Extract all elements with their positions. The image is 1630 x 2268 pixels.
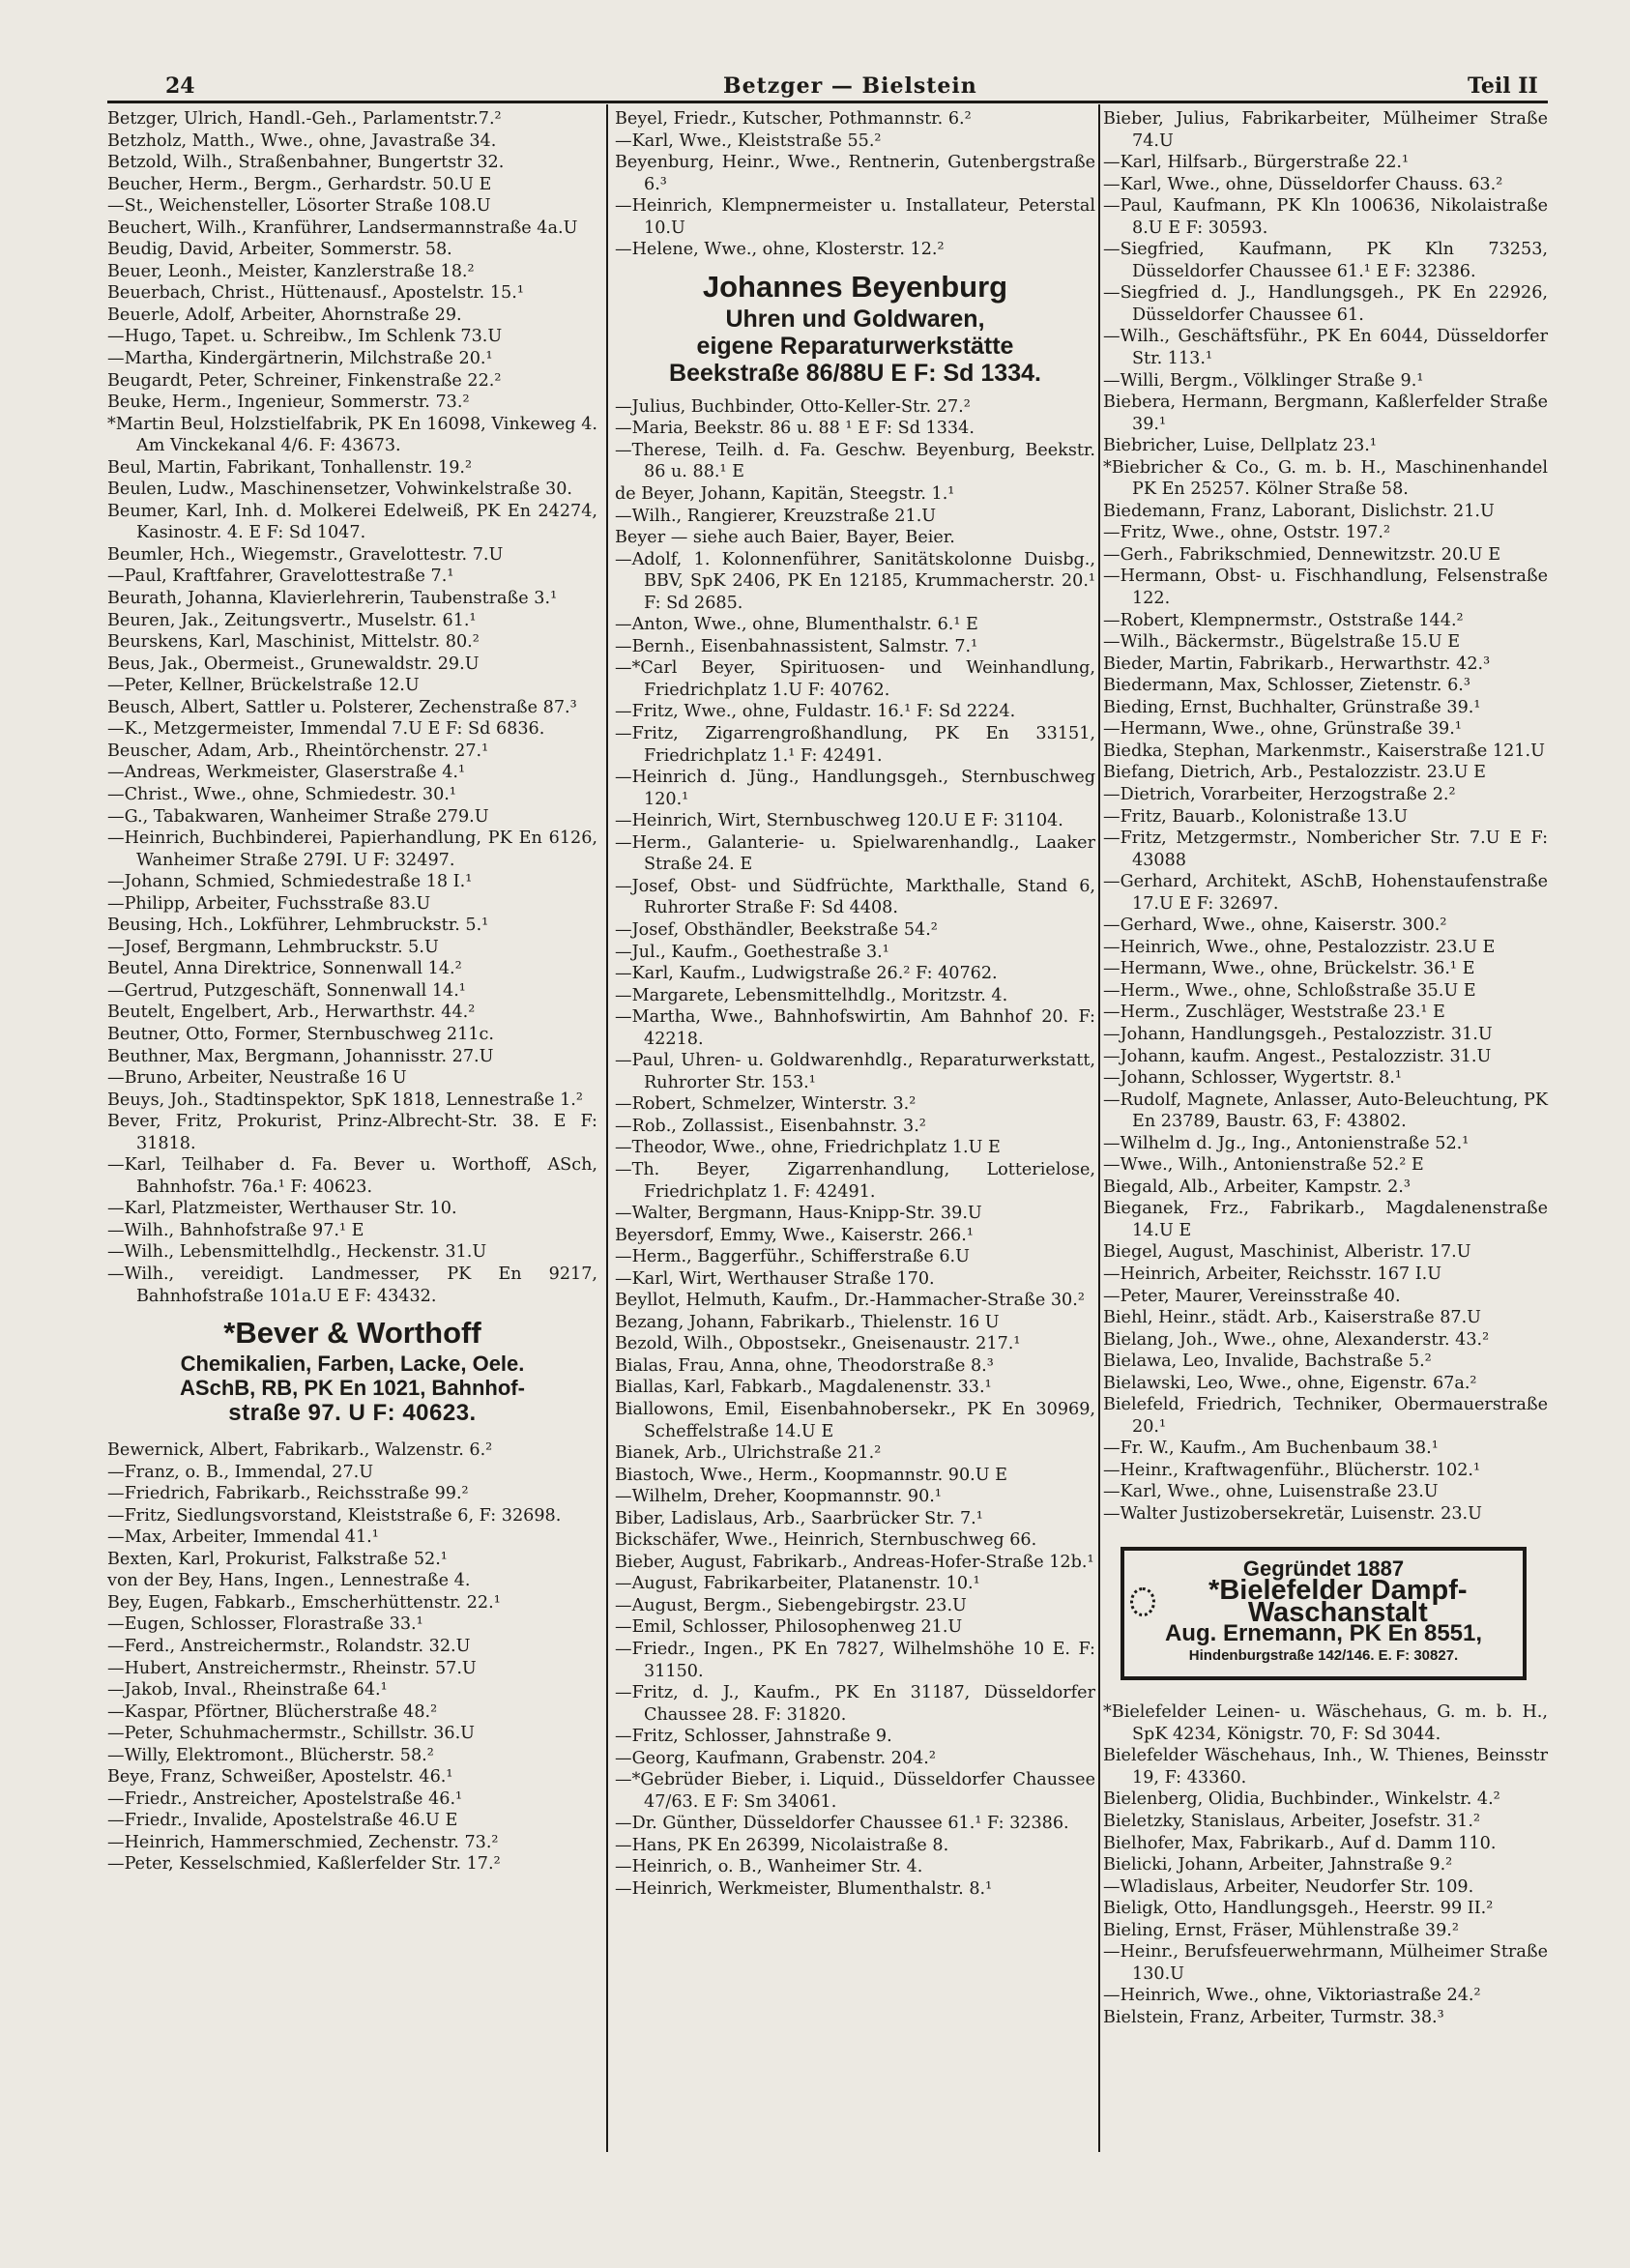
directory-entry: —Peter, Maurer, Vereinsstraße 40.	[1103, 1286, 1401, 1306]
directory-entry: Biegald, Alb., Arbeiter, Kampstr. 2.³	[1103, 1177, 1411, 1197]
directory-entry: —Fritz, Zigarrengroßhandlung, PK En 33151, Friedrichplatz 1.¹ F: 42491.	[615, 724, 1095, 766]
directory-entry: Beuys, Joh., Stadtinspektor, SpK 1818, Lennestraße 1.²	[107, 1090, 583, 1110]
directory-entry: —Karl, Platzmeister, Werthauser Str. 10.	[107, 1199, 457, 1219]
directory-entry: Biehl, Heinr., städt. Arb., Kaiserstraße 87.U	[1103, 1308, 1482, 1328]
directory-entry: —Max, Arbeiter, Immendal 41.¹	[107, 1527, 379, 1548]
directory-entry: —Walter Justizobersekretär, Luisenstr. 23.U	[1103, 1504, 1482, 1524]
directory-entry: —Peter, Kesselschmied, Kaßlerfelder Str. 17.²	[107, 1854, 501, 1875]
directory-entry: —Wilh., Bäckermstr., Bügelstraße 15.U E	[1103, 632, 1461, 653]
directory-entry: —Wilhelm, Dreher, Koopmannstr. 90.¹	[615, 1487, 942, 1507]
ad-company-name: *Bielefelder Dampf-Waschanstalt	[1208, 1575, 1468, 1628]
directory-entry: —Heinr., Kraftwagenführ., Blücherstr. 102.¹	[1103, 1460, 1481, 1480]
directory-entry: —Anton, Wwe., ohne, Blumenthalstr. 6.¹ E	[615, 615, 978, 635]
directory-entry: Bieligk, Otto, Handlungsgeh., Heerstr. 99 II.²	[1103, 1899, 1494, 1919]
directory-entry: —Siegfried d. J., Handlungsgeh., PK En 22926, Düsseldorfer Chaussee 61.	[1103, 283, 1548, 325]
directory-entry: —Johann, Schlosser, Wygertstr. 8.¹	[1103, 1068, 1402, 1089]
directory-entry: Beutelt, Engelbert, Arb., Herwarthstr. 44.²	[107, 1003, 476, 1023]
directory-entry: —August, Bergm., Siebengebirgstr. 23.U	[615, 1595, 967, 1615]
directory-entry: —Georg, Kaufmann, Grabenstr. 204.²	[615, 1748, 936, 1768]
directory-entry: Biber, Ladislaus, Arb., Saarbrücker Str. 7.¹	[615, 1508, 983, 1528]
directory-entry: Beyersdorf, Emmy, Wwe., Kaiserstr. 266.¹	[615, 1225, 974, 1245]
directory-entry: —Josef, Obsthändler, Beekstraße 54.²	[615, 919, 938, 940]
directory-entry: —Helene, Wwe., ohne, Klosterstr. 12.²	[615, 240, 945, 260]
directory-entry: —Karl, Wirt, Werthauser Straße 170.	[615, 1268, 935, 1289]
directory-entry: Betzholz, Matth., Wwe., ohne, Javastraße 34.	[107, 131, 497, 151]
advertisement-bever-worthoff	[107, 1315, 597, 1426]
column-1	[107, 108, 597, 1875]
ad-line: Beekstraße 86/88U E F: Sd 1334.	[669, 359, 1041, 387]
directory-entry: Bieder, Martin, Fabrikarb., Herwarthstr. 42.³	[1103, 654, 1491, 674]
directory-entry: —Fritz, Metzgermstr., Nombericher Str. 7.U E F: 43088	[1103, 829, 1548, 870]
directory-entry: —Philipp, Arbeiter, Fuchsstraße 83.U	[107, 893, 431, 914]
directory-entry: —Rudolf, Magnete, Anlasser, Auto-Beleuchtung, PK En 23789, Baustr. 63, F: 43802.	[1103, 1090, 1548, 1132]
directory-entry: —Fritz, Schlosser, Jahnstraße 9.	[615, 1727, 892, 1747]
directory-entry: Bieletzky, Stanislaus, Arbeiter, Josefstr. 31.²	[1103, 1812, 1481, 1832]
directory-entry: —Gerhard, Wwe., ohne, Kaiserstr. 300.²	[1103, 916, 1447, 936]
directory-entry: —Friedrich, Fabrikarb., Reichsstraße 99.²	[107, 1484, 469, 1504]
directory-entry: —Andreas, Werkmeister, Glaserstraße 4.¹	[107, 763, 466, 783]
directory-entry: Bielawa, Leo, Invalide, Bachstraße 5.²	[1103, 1352, 1432, 1372]
column-divider-1	[606, 104, 608, 2152]
directory-entry: —Jakob, Inval., Rheinstraße 64.¹	[107, 1680, 388, 1701]
directory-entry: —Bernh., Eisenbahnassistent, Salmstr. 7.¹	[615, 636, 978, 656]
entry-list	[615, 396, 1095, 1901]
directory-entry: Bewernick, Albert, Fabrikarb., Walzenstr. 6.²	[107, 1440, 493, 1461]
directory-entry: Biedka, Stephan, Markenmstr., Kaiserstraße 121.U	[1103, 741, 1545, 761]
directory-entry: —Hans, PK En 26399, Nicolaistraße 8.	[615, 1835, 949, 1855]
directory-entry: Bianek, Arb., Ulrichstraße 21.²	[615, 1443, 882, 1464]
page-part-label: Teil II	[1468, 73, 1538, 99]
entry-list	[615, 108, 1095, 261]
directory-entry: Biallas, Karl, Fabkarb., Magdalenenstr. 33.¹	[615, 1378, 992, 1398]
directory-entry: Beusch, Albert, Sattler u. Polsterer, Zechenstraße 87.³	[107, 697, 577, 717]
directory-entry: —Julius, Buchbinder, Otto-Keller-Str. 27.²	[615, 396, 971, 417]
directory-entry: Bielhofer, Max, Fabrikarb., Auf d. Damm 110.	[1103, 1833, 1497, 1853]
directory-entry: —Friedr., Invalide, Apostelstraße 46.U E	[107, 1811, 458, 1831]
column-divider-2	[1098, 104, 1100, 2152]
directory-entry: —Heinrich, Werkmeister, Blumenthalstr. 8.¹	[615, 1879, 993, 1900]
directory-entry: —Hubert, Anstreichermstr., Rheinstr. 57.U	[107, 1658, 477, 1678]
directory-entry: —Martha, Wwe., Bahnhofswirtin, Am Bahnhof 20. F: 42218.	[615, 1007, 1095, 1049]
advertisement-johannes-beyenburg	[615, 269, 1095, 387]
directory-entry: —Heinrich, Wwe., ohne, Viktoriastraße 24.²	[1103, 1986, 1481, 2006]
directory-entry: Beurskens, Karl, Maschinist, Mittelstr. 80.²	[107, 632, 480, 653]
directory-entry: —Dietrich, Vorarbeiter, Herzogstraße 2.²	[1103, 784, 1456, 804]
directory-entry: —Friedr., Ingen., PK En 7827, Wilhelmshöhe 10 E. F: 31150.	[615, 1640, 1095, 1681]
directory-entry: Beye, Franz, Schweißer, Apostelstr. 46.¹	[107, 1767, 453, 1788]
directory-entry: *Biebricher & Co., G. m. b. H., Maschinenhandel PK En 25257. Kölner Straße 58.	[1103, 457, 1548, 500]
directory-entry: —Willi, Bergm., Völklinger Straße 9.¹	[1103, 370, 1424, 391]
directory-entry: Beyenburg, Heinr., Wwe., Rentnerin, Gutenbergstraße 6.³	[615, 153, 1095, 194]
directory-entry: —Heinrich d. Jüng., Handlungsgeh., Sternbuschweg 120.¹	[615, 768, 1095, 809]
directory-entry: —Karl, Wwe., ohne, Luisenstraße 23.U	[1103, 1482, 1439, 1502]
directory-entry: Beuscher, Adam, Arb., Rheintörchenstr. 27.¹	[107, 741, 489, 761]
directory-entry: —Karl, Wwe., Kleiststraße 55.²	[615, 131, 882, 151]
directory-entry: —Wilh., Lebensmittelhdlg., Heckenstr. 31.U	[107, 1242, 487, 1263]
directory-entry: Bialas, Frau, Anna, ohne, Theodorstraße 8.³	[615, 1355, 994, 1376]
directory-entry: —Karl, Kaufm., Ludwigstraße 26.² F: 40762.	[615, 964, 998, 984]
directory-entry: —Herm., Zuschläger, Weststraße 23.¹ E	[1103, 1003, 1445, 1023]
directory-entry: —*Carl Beyer, Spirituosen- und Weinhandlung, Friedrichplatz 1.U F: 40762.	[615, 658, 1095, 700]
directory-entry: Bever, Fritz, Prokurist, Prinz-Albrecht-Str. 38. E F: 31818.	[107, 1112, 597, 1153]
directory-entry: —Heinrich, Arbeiter, Reichsstr. 167 I.U	[1103, 1264, 1442, 1284]
directory-entry: —Gerh., Fabrikschmied, Dennewitzstr. 20.U E	[1103, 544, 1501, 565]
directory-entry: —Gertrud, Putzgeschäft, Sonnenwall 14.¹	[107, 980, 466, 1001]
directory-entry: Beuthner, Max, Bergmann, Johannisstr. 27.U	[107, 1046, 494, 1066]
directory-entry: —Paul, Kaufmann, PK Kln 100636, Nikolaistraße 8.U E F: 30593.	[1103, 196, 1548, 238]
directory-entry: —Karl, Wwe., ohne, Düsseldorfer Chauss. 63.²	[1103, 174, 1503, 194]
directory-entry: Betzold, Wilh., Straßenbahner, Bungertstr 32.	[107, 153, 505, 173]
ad-line: eigene Reparaturwerkstätte	[696, 332, 1014, 360]
directory-entry: Biedermann, Max, Schlosser, Zietenstr. 6.³	[1103, 676, 1470, 696]
directory-entry: —Theodor, Wwe., ohne, Friedrichplatz 1.U E	[615, 1138, 1001, 1158]
directory-entry: —Bruno, Arbeiter, Neustraße 16 U	[107, 1068, 407, 1089]
entry-list	[1103, 1701, 1548, 2028]
directory-entry: Beulen, Ludw., Maschinensetzer, Vohwinkelstraße 30.	[107, 480, 572, 500]
directory-entry: —Josef, Bergmann, Lehmbruckstr. 5.U	[107, 937, 439, 957]
directory-entry: —Therese, Teilh. d. Fa. Geschw. Beyenburg, Beekstr. 86 u. 88.¹ E	[615, 440, 1095, 482]
directory-entry: Beyllot, Helmuth, Kaufm., Dr.-Hammacher-Straße 30.²	[615, 1291, 1085, 1311]
directory-entry: —Jul., Kaufm., Goethestraße 3.¹	[615, 942, 889, 962]
directory-entry: Bielang, Joh., Wwe., ohne, Alexanderstr. 43.²	[1103, 1329, 1490, 1350]
directory-entry: —Wilh., Rangierer, Kreuzstraße 21.U	[615, 506, 937, 526]
directory-entry: —Franz, o. B., Immendal, 27.U	[107, 1462, 374, 1482]
directory-entry: de Beyer, Johann, Kapitän, Steegstr. 1.¹	[615, 484, 955, 505]
directory-entry: Biastoch, Wwe., Herm., Koopmannstr. 90.U E	[615, 1465, 1008, 1485]
directory-entry: —Eugen, Schlosser, Florastraße 33.¹	[107, 1614, 423, 1635]
directory-entry: —Wilh., vereidigt. Landmesser, PK En 9217, Bahnhofstraße 101a.U E F: 43432.	[107, 1264, 597, 1306]
directory-entry: Beugardt, Peter, Schreiner, Finkenstraße 22.²	[107, 370, 502, 391]
directory-entry: Bezold, Wilh., Obpostsekr., Gneisenaustr. 217.¹	[615, 1334, 1021, 1354]
directory-entry: —Emil, Schlosser, Philosophenweg 21.U	[615, 1617, 963, 1638]
directory-entry: Beul, Martin, Fabrikant, Tonhallenstr. 19.²	[107, 457, 473, 478]
directory-entry: —Ferd., Anstreichermstr., Rolandstr. 32.U	[107, 1637, 471, 1656]
directory-entry: Beuke, Herm., Ingenieur, Sommerstr. 73.²	[107, 393, 470, 413]
entry-list	[1103, 108, 1548, 1526]
directory-entry: —Maria, Beekstr. 86 u. 88 ¹ E F: Sd 1334.	[615, 419, 975, 439]
ad-address-line: Hindenburgstraße 142/146. E. F: 30827.	[1188, 1646, 1459, 1664]
directory-entry: —Fritz, d. J., Kaufm., PK En 31187, Düsseldorfer Chaussee 28. F: 31820.	[615, 1683, 1095, 1725]
directory-entry: Bielenberg, Olidia, Buchbinder., Winkelstr. 4.²	[1103, 1789, 1500, 1810]
directory-entry: —Gerhard, Architekt, ASchB, Hohenstaufenstraße 17.U E F: 32697.	[1103, 872, 1548, 914]
directory-entry: —Fritz, Wwe., ohne, Fuldastr. 16.¹ F: Sd 2224.	[615, 702, 1016, 722]
directory-entry: —Peter, Schuhmachermstr., Schillstr. 36.U	[107, 1724, 475, 1744]
directory-entry: —Robert, Schmelzer, Winterstr. 3.²	[615, 1094, 917, 1115]
directory-entry: —Kaspar, Pförtner, Blücherstraße 48.²	[107, 1701, 438, 1722]
directory-entry: Biebera, Hermann, Bergmann, Kaßlerfelder Straße 39.¹	[1103, 393, 1548, 434]
directory-entry: —Margarete, Lebensmittelhdlg., Moritzstr. 4.	[615, 985, 1008, 1005]
directory-entry: —Heinrich, Wwe., ohne, Pestalozzistr. 23.U E	[1103, 937, 1496, 957]
directory-entry: —St., Weichensteller, Lösorter Straße 108.U	[107, 196, 491, 217]
directory-entry: —Adolf, 1. Kolonnenführer, Sanitätskolonne Duisbg., BBV, SpK 2406, PK En 12185, Krummacherstr. 20.¹ F: Sd 2685.	[615, 549, 1095, 613]
directory-entry: Bieber, Julius, Fabrikarbeiter, Mülheimer Straße 74.U	[1103, 109, 1548, 151]
directory-entry: Beuchert, Wilh., Kranführer, Landsermannstraße 4a.U	[107, 218, 578, 238]
entry-list	[107, 108, 597, 1307]
directory-entry: —Friedr., Anstreicher, Apostelstraße 46.¹	[107, 1788, 463, 1809]
directory-entry: —Herm., Galanterie- u. Spielwarenhandlg., Laaker Straße 24. E	[615, 832, 1095, 875]
directory-entry: Bieling, Ernst, Fräser, Mühlenstraße 39.²	[1103, 1920, 1459, 1940]
directory-entry: Bexten, Karl, Prokurist, Falkstraße 52.¹	[107, 1549, 448, 1569]
directory-entry: —August, Fabrikarbeiter, Platanenstr. 10.¹	[615, 1574, 980, 1594]
directory-entry: —Wilh., Geschäftsführ., PK En 6044, Düsseldorfer Str. 113.¹	[1103, 327, 1548, 369]
directory-entry: Betzger, Ulrich, Handl.-Geh., Parlamentstr.7.²	[107, 109, 502, 129]
entry-list	[107, 1439, 597, 1875]
directory-entry: *Martin Beul, Holzstielfabrik, PK En 16098, Vinkeweg 4. Am Vinckekanal 4/6. F: 43673.	[107, 414, 597, 456]
directory-entry: —Wladislaus, Arbeiter, Neudorfer Str. 109.	[1103, 1876, 1474, 1897]
directory-entry: —Hermann, Wwe., ohne, Brückelstr. 36.¹ E	[1103, 959, 1475, 979]
column-2	[615, 108, 1095, 1901]
directory-entry: —Martha, Kindergärtnerin, Milchstraße 20.¹	[107, 349, 493, 369]
directory-entry: —Hermann, Obst- u. Fischhandlung, Felsenstraße 122.	[1103, 567, 1548, 609]
directory-entry: Beyer — siehe auch Baier, Bayer, Beier.	[615, 528, 955, 548]
directory-entry: Beucher, Herm., Bergm., Gerhardstr. 50.U E	[107, 174, 492, 194]
directory-entry: —Fritz, Wwe., ohne, Oststr. 197.²	[1103, 523, 1391, 543]
directory-entry: Beurath, Johanna, Klavierlehrerin, Taubenstraße 3.¹	[107, 589, 558, 609]
directory-entry: —Paul, Uhren- u. Goldwarenhdlg., Reparaturwerkstatt, Ruhrorter Str. 153.¹	[615, 1051, 1095, 1092]
directory-entry: Bieganek, Frz., Fabrikarb., Magdalenenstraße 14.U E	[1103, 1199, 1548, 1240]
ad-company-row	[1130, 1575, 1517, 1628]
directory-entry: —G., Tabakwaren, Wanheimer Straße 279.U	[107, 806, 489, 827]
directory-entry: —Karl, Teilhaber d. Fa. Bever u. Worthoff, ASch, Bahnhofstr. 76a.¹ F: 40623.	[107, 1155, 597, 1197]
directory-entry: Bielicki, Johann, Arbeiter, Jahnstraße 9.²	[1103, 1855, 1453, 1875]
directory-entry: Beuerbach, Christ., Hüttenausf., Apostelstr. 15.¹	[107, 283, 524, 304]
directory-entry: Bezang, Johann, Fabrikarb., Thielenstr. 16 U	[615, 1312, 1000, 1332]
directory-entry: Bieber, August, Fabrikarb., Andreas-Hofer-Straße 12b.¹	[615, 1552, 1094, 1572]
ad-line: straße 97. U F: 40623.	[228, 1400, 477, 1427]
directory-entry: —Herm., Baggerführ., Schifferstraße 6.U	[615, 1247, 970, 1267]
directory-entry: —K., Metzgermeister, Immendal 7.U E F: Sd 6836.	[107, 719, 545, 740]
ad-line: Chemikalien, Farben, Lacke, Oele.	[180, 1352, 525, 1377]
directory-entry: Biallowons, Emil, Eisenbahnobersekr., PK En 30969, Scheffelstraße 14.U E	[615, 1399, 1095, 1441]
directory-entry: Biedemann, Franz, Laborant, Dislichstr. 21.U	[1103, 501, 1495, 521]
directory-entry: Biebricher, Luise, Dellplatz 23.¹	[1103, 436, 1377, 456]
directory-entry: Beuerle, Adolf, Arbeiter, Ahornstraße 29.	[107, 305, 462, 325]
directory-entry: Beyel, Friedr., Kutscher, Pothmannstr. 6.²	[615, 109, 972, 129]
directory-entry: Bielstein, Franz, Arbeiter, Turmstr. 38.³	[1103, 2007, 1444, 2027]
directory-entry: —Wwe., Wilh., Antonienstraße 52.² E	[1103, 1155, 1424, 1176]
directory-entry: Bielawski, Leo, Wwe., ohne, Eigenstr. 67a.²	[1103, 1373, 1477, 1393]
directory-entry: —Heinrich, Buchbinderei, Papierhandlung, PK En 6126, Wanheimer Straße 279I. U F: 32497.	[107, 829, 597, 870]
directory-entry: Biefang, Dietrich, Arb., Pestalozzistr. 23.U E	[1103, 763, 1486, 783]
sun-emblem-icon	[1130, 1587, 1155, 1616]
ad-line: ASchB, RB, PK En 1021, Bahnhof-	[180, 1376, 525, 1401]
directory-entry: —Hugo, Tapet. u. Schreibw., Im Schlenk 73.U	[107, 327, 503, 347]
directory-entry: Biegel, August, Maschinist, Alberistr. 17.U	[1103, 1242, 1471, 1263]
ad-line: Uhren und Goldwaren,	[725, 305, 985, 333]
directory-entry: —Johann, Schmied, Schmiedestraße 18 I.¹	[107, 872, 473, 892]
directory-entry: Beutner, Otto, Former, Sternbuschweg 211c.	[107, 1024, 494, 1044]
directory-entry: Beutel, Anna Direktrice, Sonnenwall 14.²	[107, 959, 462, 979]
directory-entry: —Fritz, Bauarb., Kolonistraße 13.U	[1103, 806, 1409, 827]
directory-entry: —Wilh., Bahnhofstraße 97.¹ E	[107, 1220, 364, 1240]
directory-entry: —Josef, Obst- und Südfrüchte, Markthalle, Stand 6, Ruhrorter Straße F: Sd 4408.	[615, 876, 1095, 918]
directory-entry: Bickschäfer, Wwe., Heinrich, Sternbuschweg 66.	[615, 1530, 1037, 1551]
directory-entry: —Walter, Bergmann, Haus-Knipp-Str. 39.U	[615, 1204, 982, 1224]
directory-entry: —Siegfried, Kaufmann, PK Kln 73253, Düsseldorfer Chaussee 61.¹ E F: 32386.	[1103, 240, 1548, 281]
directory-entry: —Wilhelm d. Jg., Ing., Antonienstraße 52.¹	[1103, 1133, 1470, 1153]
directory-entry: —Johann, Handlungsgeh., Pestalozzistr. 31.U	[1103, 1024, 1493, 1044]
directory-entry: —Peter, Kellner, Brückelstraße 12.U	[107, 676, 420, 696]
directory-entry: —Christ., Wwe., ohne, Schmiedestr. 30.¹	[107, 784, 456, 804]
directory-entry: Bielefelder Wäschehaus, Inh., W. Thienes, Beinsstr 19, F: 43360.	[1103, 1746, 1548, 1788]
directory-entry: —Rob., Zollassist., Eisenbahnstr. 3.²	[615, 1116, 926, 1136]
directory-entry: —Hermann, Wwe., ohne, Grünstraße 39.¹	[1103, 719, 1462, 740]
directory-entry: von der Bey, Hans, Ingen., Lennestraße 4.	[107, 1571, 471, 1591]
directory-entry: —Heinrich, Wirt, Sternbuschweg 120.U E F: 31104.	[615, 811, 1063, 831]
directory-entry: Bey, Eugen, Fabkarb., Emscherhüttenstr. 22.¹	[107, 1592, 501, 1613]
directory-entry: —Karl, Hilfsarb., Bürgerstraße 22.¹	[1103, 153, 1410, 173]
directory-entry: Beudig, David, Arbeiter, Sommerstr. 58.	[107, 240, 452, 260]
directory-entry: —Robert, Klempnermstr., Oststraße 144.²	[1103, 610, 1464, 630]
page-number: 24	[165, 73, 195, 99]
directory-entry: Bieding, Ernst, Buchhalter, Grünstraße 39.¹	[1103, 697, 1481, 717]
directory-entry: Beus, Jak., Obermeist., Grunewaldstr. 29.U	[107, 654, 480, 674]
directory-entry: Beuer, Leonh., Meister, Kanzlerstraße 18.²	[107, 261, 475, 281]
directory-entry: —Dr. Günther, Düsseldorfer Chaussee 61.¹ F: 32386.	[615, 1814, 1069, 1834]
ad-company-name: *Bever & Worthoff	[223, 1316, 481, 1351]
directory-entry: —Paul, Kraftfahrer, Gravelottestraße 7.¹	[107, 567, 454, 587]
directory-entry: —Willy, Elektromont., Blücherstr. 58.²	[107, 1745, 434, 1765]
directory-entry: —Fritz, Siedlungsvorstand, Kleiststraße 6, F: 32698.	[107, 1505, 562, 1526]
advertisement-bielefelder-dampf-waschanstalt	[1121, 1547, 1527, 1681]
column-3	[1103, 108, 1548, 2028]
directory-entry: —Herm., Wwe., ohne, Schloßstraße 35.U E	[1103, 980, 1476, 1001]
directory-entry: —Heinr., Berufsfeuerwehrmann, Mülheimer Straße 130.U	[1103, 1942, 1548, 1984]
ad-owner-line: Aug. Ernemann, PK En 8551,	[1164, 1620, 1483, 1647]
directory-entry: Beumer, Karl, Inh. d. Molkerei Edelweiß, PK En 24274, Kasinostr. 4. E F: Sd 1047.	[107, 501, 597, 543]
directory-entry: Beuren, Jak., Zeitungsvertr., Muselstr. 61.¹	[107, 610, 477, 630]
directory-entry: —Th. Beyer, Zigarrenhandlung, Lotterielose, Friedrichplatz 1. F: 42491.	[615, 1159, 1095, 1202]
directory-entry: Beumler, Hch., Wiegemstr., Gravelottestr. 7.U	[107, 544, 504, 565]
directory-entry: —Fr. W., Kaufm., Am Buchenbaum 38.¹	[1103, 1439, 1439, 1459]
page-running-title: Betzger — Bielstein	[723, 73, 977, 99]
directory-entry: —Heinrich, o. B., Wanheimer Str. 4.	[615, 1857, 923, 1877]
directory-entry: —Heinrich, Hammerschmied, Zechenstr. 73.²	[107, 1832, 499, 1852]
header-rule	[107, 101, 1548, 103]
directory-entry: —Heinrich, Klempnermeister u. Installateur, Peterstal 10.U	[615, 196, 1095, 238]
directory-entry: —Johann, kaufm. Angest., Pestalozzistr. 31.U	[1103, 1046, 1492, 1066]
directory-entry: —*Gebrüder Bieber, i. Liquid., Düsseldorfer Chaussee 47/63. E F: Sm 34061.	[615, 1770, 1095, 1812]
ad-founded-line: Gegründet 1887	[1242, 1556, 1405, 1581]
directory-entry: Beusing, Hch., Lokführer, Lehmbruckstr. 5.¹	[107, 916, 489, 936]
directory-entry: *Bielefelder Leinen- u. Wäschehaus, G. m. b. H., SpK 4234, Königstr. 70, F: Sd 3044.	[1103, 1702, 1548, 1744]
directory-entry: Bielefeld, Friedrich, Techniker, Obermauerstraße 20.¹	[1103, 1395, 1548, 1437]
ad-company-name: Johannes Beyenburg	[702, 269, 1008, 304]
